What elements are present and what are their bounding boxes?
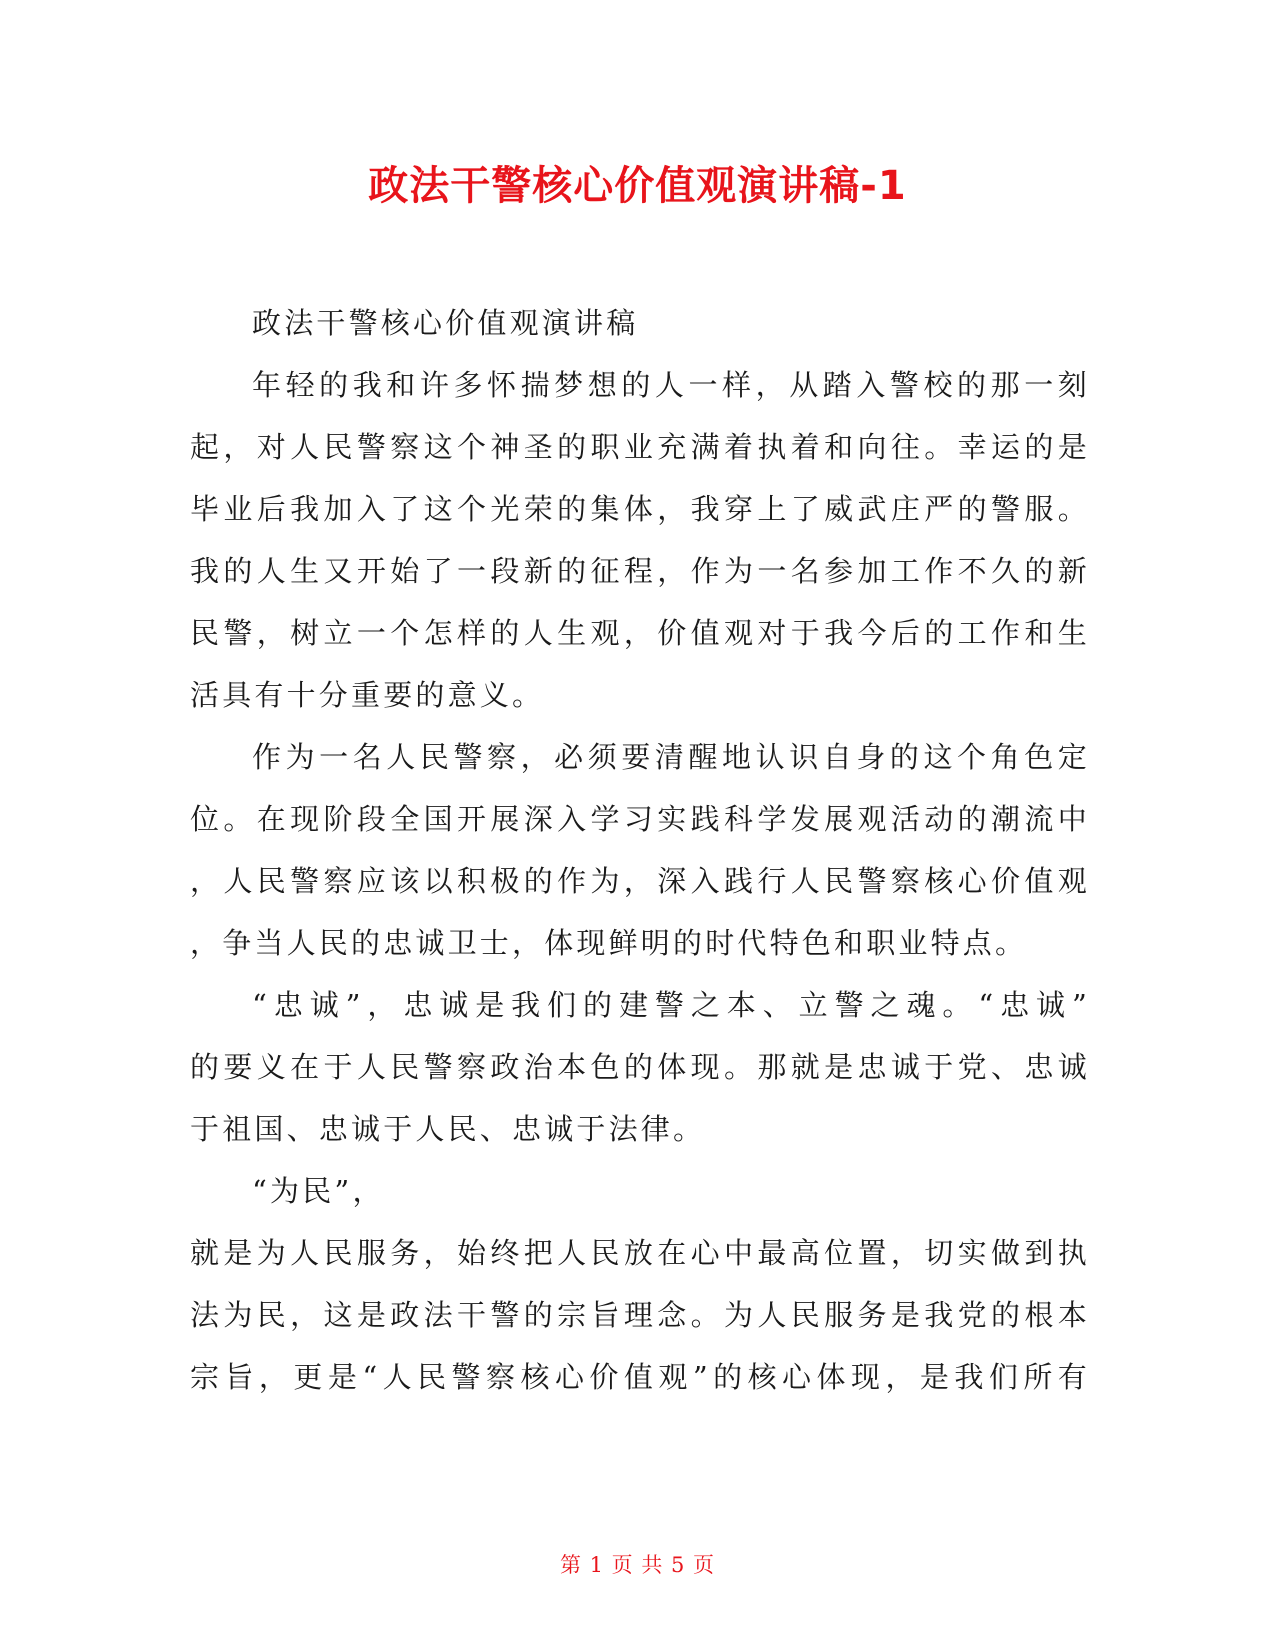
paragraph-1-line-3: 毕业后我加入了这个光荣的集体，我穿上了威武庄严的警服。 xyxy=(190,492,1090,526)
paragraph-1-line-1: 年轻的我和许多怀揣梦想的人一样，从踏入警校的那一刻 xyxy=(252,368,1090,402)
paragraph-2-line-2: 位。在现阶段全国开展深入学习实践科学发展观活动的潮流中 xyxy=(190,802,1090,836)
paragraph-3-line-3: 于祖国、忠诚于人民、忠诚于法律。 xyxy=(190,1112,706,1146)
paragraph-1-line-4: 我的人生又开始了一段新的征程，作为一名参加工作不久的新 xyxy=(190,554,1090,588)
paragraph-3-line-2: 的要义在于人民警察政治本色的体现。那就是忠诚于党、忠诚 xyxy=(190,1050,1090,1084)
paragraph-1-line-6: 活具有十分重要的意义。 xyxy=(190,678,545,712)
paragraph-4-heading: “为民”， xyxy=(252,1174,385,1208)
subtitle-line: 政法干警核心价值观演讲稿 xyxy=(252,306,639,340)
paragraph-4-line-2: 法为民，这是政法干警的宗旨理念。为人民服务是我党的根本 xyxy=(190,1298,1090,1332)
document-title: 政法干警核心价值观演讲稿-1 xyxy=(368,163,907,209)
paragraph-2-line-1: 作为一名人民警察，必须要清醒地认识自身的这个角色定 xyxy=(252,740,1090,774)
paragraph-3-line-1: “忠诚”，忠诚是我们的建警之本、立警之魂。“忠诚” xyxy=(252,988,1090,1022)
paragraph-1-line-5: 民警，树立一个怎样的人生观，价值观对于我今后的工作和生 xyxy=(190,616,1090,650)
page-number-footer: 第 1 页 共 5 页 xyxy=(559,1553,716,1577)
paragraph-2-line-3: ，人民警察应该以积极的作为，深入践行人民警察核心价值观 xyxy=(190,864,1090,898)
paragraph-4-line-1: 就是为人民服务，始终把人民放在心中最高位置，切实做到执 xyxy=(190,1236,1090,1270)
paragraph-2-line-4: ，争当人民的忠诚卫士，体现鲜明的时代特色和职业特点。 xyxy=(190,926,1028,960)
paragraph-1-line-2: 起，对人民警察这个神圣的职业充满着执着和向往。幸运的是 xyxy=(190,430,1090,464)
paragraph-4-line-3: 宗旨，更是“人民警察核心价值观”的核心体现，是我们所有 xyxy=(190,1360,1090,1394)
document-body xyxy=(190,292,1090,1408)
